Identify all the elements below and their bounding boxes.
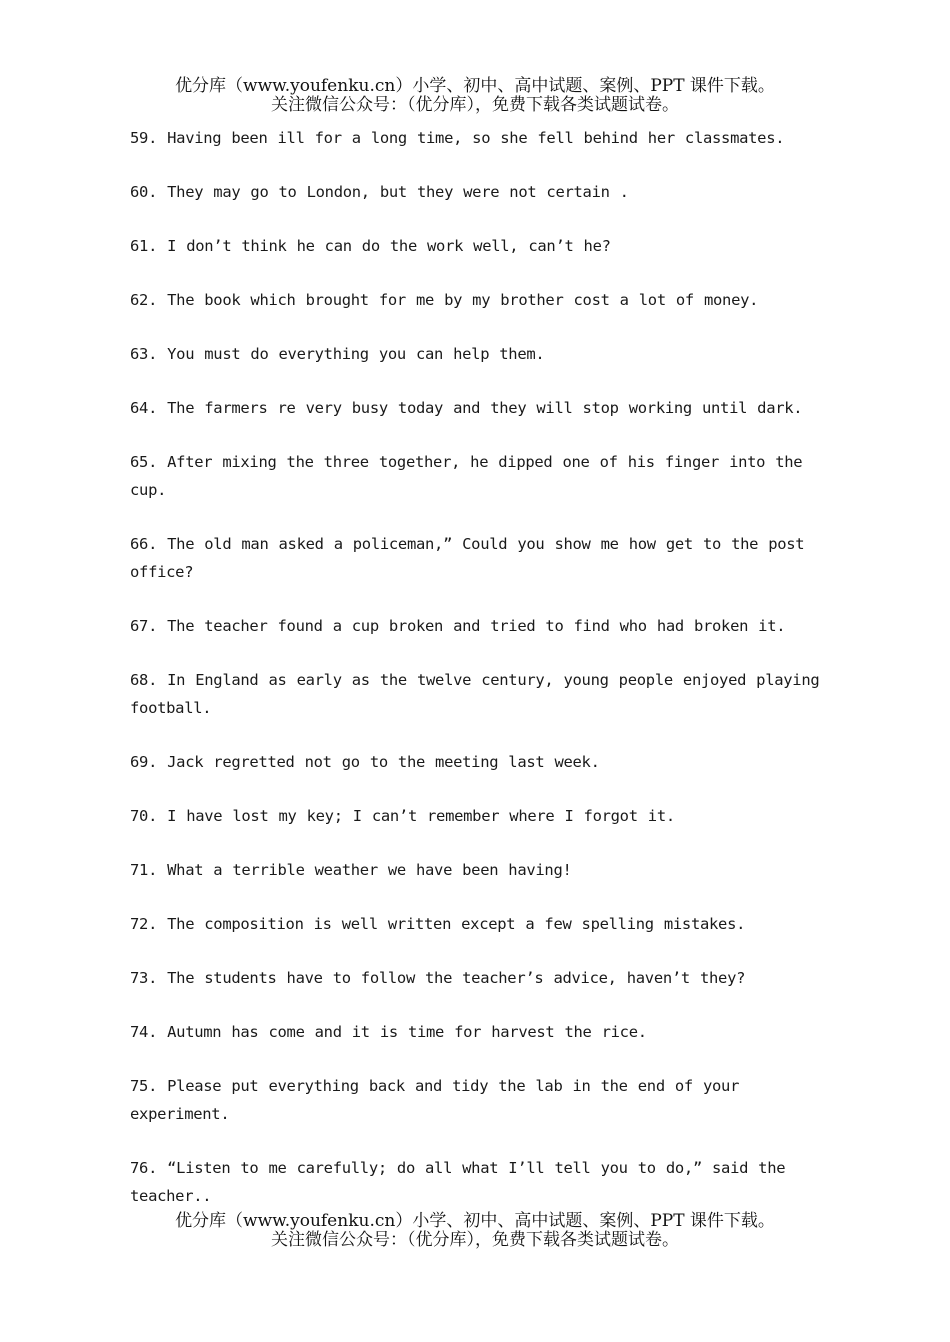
question-72: 72. The composition is well written except a few spelling mistakes. <box>130 915 746 933</box>
question-59: 59. Having been ill for a long time, so she fell behind her classmates. <box>130 129 785 147</box>
question-65: 65. After mixing the three together, he dipped one of his finger into the cup. <box>130 453 803 499</box>
question-74: 74. Autumn has come and it is time for harvest the rice. <box>130 1023 647 1041</box>
question-70: 70. I have lost my key; I can’t remember where I forgot it. <box>130 807 675 825</box>
question-67: 67. The teacher found a cup broken and tried to find who had broken it. <box>130 617 786 635</box>
page-header <box>0 77 950 115</box>
question-73: 73. The students have to follow the teacher’s advice, haven’t they? <box>130 969 746 987</box>
question-60: 60. They may go to London, but they were not certain . <box>130 183 629 201</box>
header-line-1: 优分库（www.youfenku.cn）小学、初中、高中试题、案例、PPT 课件下载。 <box>175 76 775 96</box>
question-61: 61. I don’t think he can do the work well, can’t he? <box>130 237 611 255</box>
page-footer <box>0 1212 950 1250</box>
question-76: 76. “Listen to me carefully; do all what I’ll tell you to do,” said the teacher.. <box>130 1159 786 1205</box>
question-66: 66. The old man asked a policeman,” Could you show me how get to the post office? <box>130 535 805 581</box>
question-75: 75. Please put everything back and tidy the lab in the end of your experiment. <box>130 1077 740 1123</box>
question-68: 68. In England as early as the twelve century, young people enjoyed playing football. <box>130 671 820 717</box>
header-line-2: 关注微信公众号：（优分库），免费下载各类试题试卷。 <box>271 95 679 115</box>
question-list <box>130 124 842 1236</box>
question-62: 62. The book which brought for me by my brother cost a lot of money. <box>130 291 759 309</box>
question-63: 63. You must do everything you can help them. <box>130 345 545 363</box>
footer-line-1: 优分库（www.youfenku.cn）小学、初中、高中试题、案例、PPT 课件下载。 <box>175 1211 775 1231</box>
footer-line-2: 关注微信公众号：（优分库），免费下载各类试题试卷。 <box>271 1230 679 1250</box>
question-69: 69. Jack regretted not go to the meeting last week. <box>130 753 600 771</box>
question-64: 64. The farmers re very busy today and they will stop working until dark. <box>130 399 803 417</box>
question-71: 71. What a terrible weather we have been having! <box>130 861 572 879</box>
